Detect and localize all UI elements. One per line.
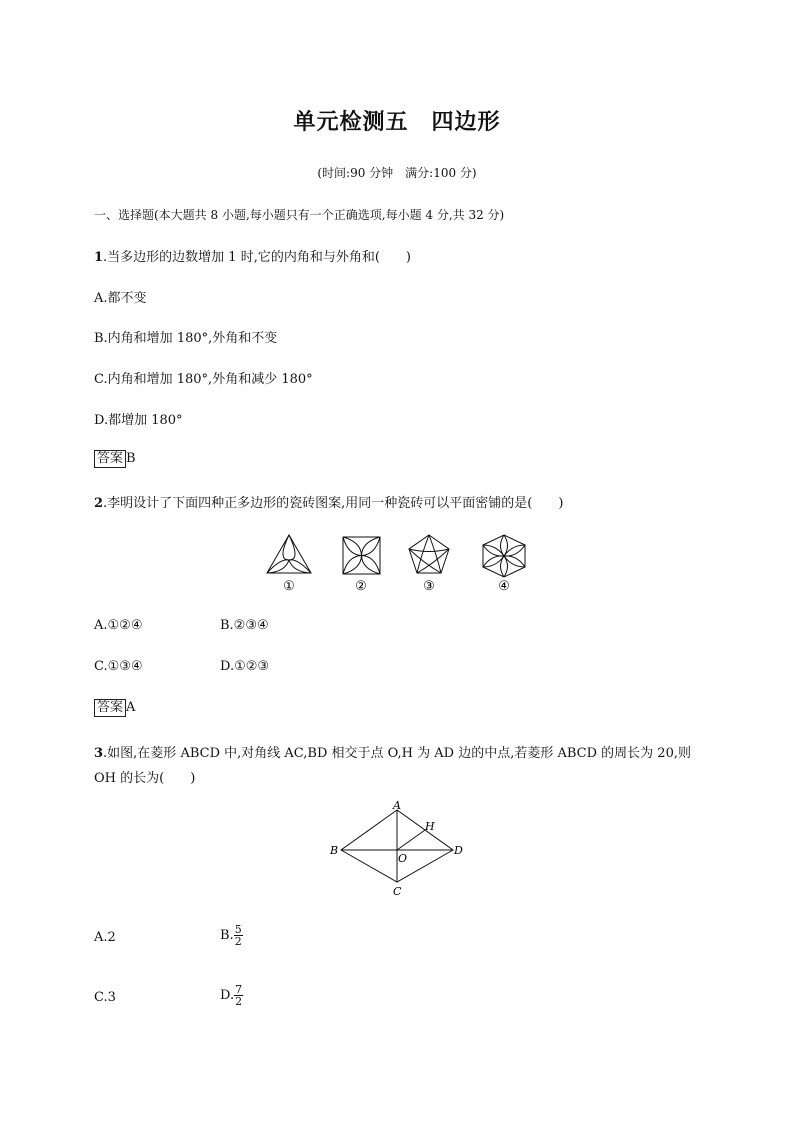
pentagon-tile-icon [409, 535, 449, 573]
exam-info: (时间:90 分钟 满分:100 分) [317, 166, 477, 180]
q2-option-b: B.②③④ [220, 618, 269, 633]
figure-label-2: ② [355, 579, 367, 594]
hexagon-tile-icon [483, 535, 525, 577]
q2-answer [94, 699, 135, 717]
q1-answer [94, 450, 136, 468]
q1-option-a: A.都不变 [94, 291, 147, 306]
question-text: .如图,在菱形 ABCD 中,对角线 AC,BD 相交于点 O,H 为 AD 边的中点,若菱形 ABCD 的周长为 20,则 [103, 746, 691, 761]
question-text: .当多边形的边数增加 1 时,它的内角和与外角和( ) [103, 250, 411, 265]
point-b-label: B [330, 844, 339, 857]
answer-label: 答案 [94, 699, 126, 717]
q1-option-d: D.都增加 180° [94, 413, 183, 428]
question-2 [94, 492, 563, 511]
q3-option-d: D. $\frac{7}{2}$ [220, 983, 243, 1008]
section-heading: 一、选择题(本大题共 8 小题,每小题只有一个正确选项,每小题 4 分,共 32 分) [94, 208, 505, 222]
point-c-label: C [393, 885, 402, 898]
q2-option-d: D.①②③ [220, 659, 270, 674]
point-d-label: D [454, 844, 463, 857]
q1-option-c: C.内角和增加 180°,外角和减少 180° [94, 372, 313, 387]
question-1 [94, 246, 411, 265]
figure-label-1: ① [283, 579, 295, 594]
q3-option-c: C.3 [94, 990, 116, 1005]
answer-label: 答案 [94, 450, 126, 468]
question-text: .李明设计了下面四种正多边形的瓷砖图案,用同一种瓷砖可以平面密铺的是( ) [103, 496, 564, 511]
triangle-tile-icon [267, 535, 311, 573]
point-h-label: H [425, 820, 435, 833]
question-3 [94, 742, 691, 761]
tile-patterns-figure [255, 530, 545, 595]
q2-option-c: C.①③④ [94, 659, 143, 674]
square-tile-icon [343, 537, 380, 574]
question-number: 2 [94, 496, 104, 511]
answer-value: B [126, 451, 136, 466]
question-3-line-2: OH 的长为( ) [94, 771, 196, 786]
q3-option-a: A.2 [94, 930, 116, 945]
fraction-seven-halves: $\frac{7}{2}$ [235, 983, 243, 1008]
q1-option-b: B.内角和增加 180°,外角和不变 [94, 331, 278, 346]
question-number: 3 [94, 746, 104, 761]
figure-label-4: ④ [498, 579, 510, 594]
question-number: 1 [94, 250, 104, 265]
q3-option-b: B. $\frac{5}{2}$ [220, 923, 242, 948]
figure-label-3: ③ [423, 579, 435, 594]
point-a-label: A [393, 800, 401, 812]
rhombus-figure [325, 800, 470, 900]
point-o-label: O [398, 852, 408, 865]
page-title: 单元检测五 四边形 [293, 110, 501, 135]
q2-option-a: A.①②④ [94, 618, 143, 633]
answer-value: A [126, 700, 136, 715]
fraction-five-halves: $\frac{5}{2}$ [234, 923, 242, 948]
